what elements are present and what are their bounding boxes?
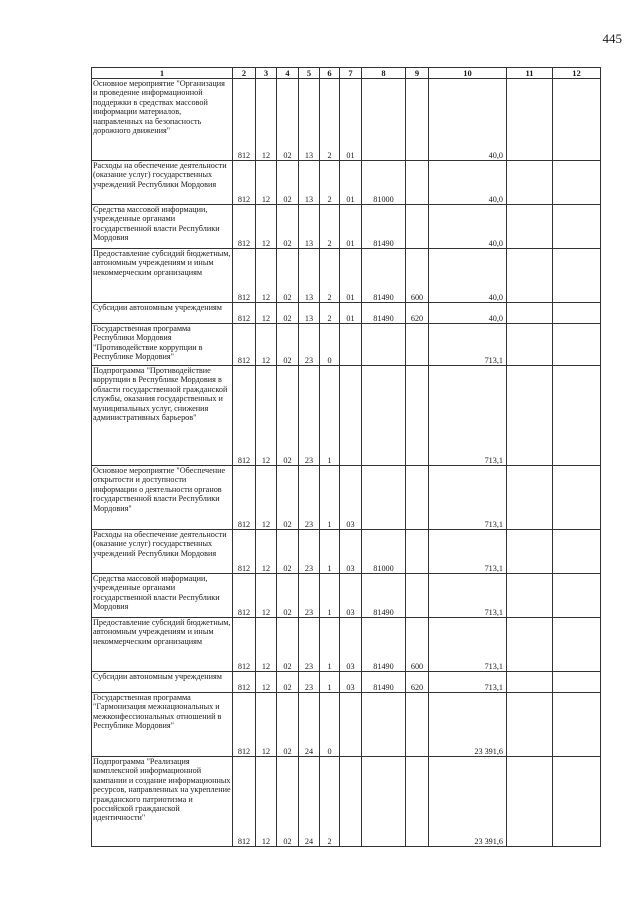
- row-label-cell: Подпрограмма "Противодействие коррупции в Республике Мордовия в области государственной гражданской службы, оказания государственных и муниципальных услуг, снижения административных барьеров": [92, 366, 233, 466]
- row-value-cell: 12: [256, 161, 277, 205]
- row-value-cell: [553, 574, 601, 618]
- row-value-cell: [406, 466, 429, 530]
- row-value-cell: [340, 366, 362, 466]
- row-value-cell: 02: [277, 161, 299, 205]
- row-value-cell: [553, 693, 601, 757]
- row-value-cell: 12: [256, 205, 277, 249]
- row-value-cell: 03: [340, 466, 362, 530]
- row-value-cell: [553, 205, 601, 249]
- row-value-cell: [507, 324, 553, 366]
- table-row: [92, 466, 601, 530]
- table-row: [92, 366, 601, 466]
- row-value-cell: 81490: [362, 574, 406, 618]
- row-value-cell: 812: [233, 79, 256, 161]
- column-header: 11: [507, 68, 553, 79]
- row-value-cell: 1: [320, 672, 340, 693]
- row-value-cell: 812: [233, 530, 256, 574]
- row-label-cell: Основное мероприятие "Обеспечение открытости и доступности информации о деятельности органов государственной власти Республики Мордовия": [92, 466, 233, 530]
- row-value-cell: 600: [406, 618, 429, 672]
- row-value-cell: [553, 757, 601, 847]
- row-value-cell: 600: [406, 249, 429, 303]
- row-value-cell: 2: [320, 303, 340, 324]
- row-value-cell: [553, 618, 601, 672]
- row-value-cell: [507, 672, 553, 693]
- row-value-cell: 02: [277, 366, 299, 466]
- row-value-cell: 812: [233, 574, 256, 618]
- row-value-cell: 12: [256, 574, 277, 618]
- row-value-cell: [507, 693, 553, 757]
- row-value-cell: 812: [233, 161, 256, 205]
- row-value-cell: 01: [340, 249, 362, 303]
- row-value-cell: 01: [340, 205, 362, 249]
- row-value-cell: 12: [256, 324, 277, 366]
- row-value-cell: 12: [256, 530, 277, 574]
- row-value-cell: [507, 618, 553, 672]
- row-value-cell: 12: [256, 672, 277, 693]
- row-value-cell: 13: [299, 161, 320, 205]
- row-value-cell: 02: [277, 205, 299, 249]
- row-value-cell: 1: [320, 530, 340, 574]
- row-value-cell: 13: [299, 249, 320, 303]
- row-value-cell: 03: [340, 574, 362, 618]
- table-row: [92, 530, 601, 574]
- budget-table: [91, 67, 601, 847]
- row-value-cell: 1: [320, 574, 340, 618]
- table-header: [92, 68, 601, 79]
- row-value-cell: 812: [233, 205, 256, 249]
- row-value-cell: [553, 530, 601, 574]
- row-value-cell: 81490: [362, 618, 406, 672]
- row-value-cell: [406, 693, 429, 757]
- row-label-cell: Расходы на обеспечение деятельности (оказание услуг) государственных учреждений Республики Мордовия: [92, 530, 233, 574]
- row-value-cell: [553, 303, 601, 324]
- row-value-cell: 12: [256, 303, 277, 324]
- row-value-cell: [362, 79, 406, 161]
- column-header: 10: [429, 68, 507, 79]
- row-value-cell: [406, 530, 429, 574]
- column-header: 12: [553, 68, 601, 79]
- row-value-cell: 40,0: [429, 205, 507, 249]
- row-label-cell: Государственная программа "Гармонизация межнациональных и межконфессиональных отношений в Республике Мордовия": [92, 693, 233, 757]
- row-value-cell: [507, 249, 553, 303]
- row-value-cell: 23: [299, 366, 320, 466]
- column-header: 9: [406, 68, 429, 79]
- row-value-cell: 1: [320, 466, 340, 530]
- table-row: [92, 618, 601, 672]
- row-value-cell: [507, 466, 553, 530]
- row-value-cell: 81000: [362, 530, 406, 574]
- row-value-cell: [406, 366, 429, 466]
- row-value-cell: [406, 205, 429, 249]
- row-value-cell: [553, 466, 601, 530]
- column-header: 6: [320, 68, 340, 79]
- row-value-cell: [340, 693, 362, 757]
- row-value-cell: 03: [340, 530, 362, 574]
- row-label-cell: Средства массовой информации, учрежденные органами государственной власти Республики Мордовия: [92, 205, 233, 249]
- row-value-cell: [507, 161, 553, 205]
- row-value-cell: [340, 757, 362, 847]
- row-value-cell: 03: [340, 672, 362, 693]
- row-value-cell: [406, 574, 429, 618]
- row-value-cell: 2: [320, 79, 340, 161]
- row-value-cell: 40,0: [429, 161, 507, 205]
- row-value-cell: 12: [256, 466, 277, 530]
- column-header: 2: [233, 68, 256, 79]
- row-value-cell: 1: [320, 618, 340, 672]
- row-value-cell: 2: [320, 757, 340, 847]
- row-value-cell: 812: [233, 693, 256, 757]
- row-value-cell: [507, 757, 553, 847]
- row-label-cell: Средства массовой информации, учрежденные органами государственной власти Республики Мордовия: [92, 574, 233, 618]
- row-value-cell: 2: [320, 161, 340, 205]
- row-value-cell: 12: [256, 79, 277, 161]
- table-row: [92, 249, 601, 303]
- page-number: 445: [602, 31, 622, 46]
- row-value-cell: 02: [277, 672, 299, 693]
- row-value-cell: 01: [340, 79, 362, 161]
- row-value-cell: 12: [256, 757, 277, 847]
- table-row: [92, 161, 601, 205]
- row-value-cell: 02: [277, 303, 299, 324]
- row-value-cell: 2: [320, 205, 340, 249]
- row-label-cell: Основное мероприятие "Организация и проведение информационной поддержки в средствах массовой информации материалов, направленных на безопасность дорожного движения": [92, 79, 233, 161]
- column-header: 1: [92, 68, 233, 79]
- row-value-cell: 81490: [362, 672, 406, 693]
- row-value-cell: [406, 324, 429, 366]
- table-row: [92, 574, 601, 618]
- row-value-cell: 02: [277, 466, 299, 530]
- table-row: [92, 205, 601, 249]
- row-value-cell: 23: [299, 324, 320, 366]
- row-value-cell: 02: [277, 324, 299, 366]
- row-value-cell: [553, 366, 601, 466]
- row-value-cell: [406, 757, 429, 847]
- row-label-cell: Субсидии автономным учреждениям: [92, 672, 233, 693]
- row-value-cell: 713,1: [429, 530, 507, 574]
- row-value-cell: 0: [320, 324, 340, 366]
- row-value-cell: 23 391,6: [429, 757, 507, 847]
- row-value-cell: 713,1: [429, 574, 507, 618]
- row-value-cell: 81490: [362, 249, 406, 303]
- row-value-cell: 02: [277, 618, 299, 672]
- row-value-cell: 24: [299, 693, 320, 757]
- row-value-cell: [553, 672, 601, 693]
- table-row: [92, 693, 601, 757]
- row-value-cell: [406, 161, 429, 205]
- row-value-cell: 713,1: [429, 324, 507, 366]
- row-value-cell: 01: [340, 161, 362, 205]
- row-value-cell: 812: [233, 618, 256, 672]
- row-value-cell: 23: [299, 574, 320, 618]
- row-value-cell: 81000: [362, 161, 406, 205]
- row-value-cell: 40,0: [429, 79, 507, 161]
- row-value-cell: [362, 466, 406, 530]
- row-value-cell: 02: [277, 249, 299, 303]
- row-value-cell: 02: [277, 530, 299, 574]
- row-value-cell: 23 391,6: [429, 693, 507, 757]
- row-value-cell: 24: [299, 757, 320, 847]
- row-label-cell: Предоставление субсидий бюджетным, автономным учреждениям и иным некоммерческим организациям: [92, 618, 233, 672]
- table-row: [92, 672, 601, 693]
- row-value-cell: 81490: [362, 303, 406, 324]
- row-label-cell: Субсидии автономным учреждениям: [92, 303, 233, 324]
- row-value-cell: 01: [340, 303, 362, 324]
- row-value-cell: 02: [277, 693, 299, 757]
- row-value-cell: 2: [320, 249, 340, 303]
- row-value-cell: 23: [299, 672, 320, 693]
- row-value-cell: 12: [256, 693, 277, 757]
- row-value-cell: 713,1: [429, 466, 507, 530]
- row-value-cell: [553, 161, 601, 205]
- column-header: 7: [340, 68, 362, 79]
- row-value-cell: 02: [277, 574, 299, 618]
- row-value-cell: [507, 303, 553, 324]
- row-value-cell: 12: [256, 366, 277, 466]
- column-header: 8: [362, 68, 406, 79]
- column-header: 5: [299, 68, 320, 79]
- row-value-cell: 23: [299, 618, 320, 672]
- row-value-cell: [553, 324, 601, 366]
- row-value-cell: 13: [299, 205, 320, 249]
- row-value-cell: [362, 366, 406, 466]
- row-value-cell: 13: [299, 79, 320, 161]
- row-value-cell: [553, 249, 601, 303]
- row-value-cell: [507, 530, 553, 574]
- row-value-cell: 713,1: [429, 672, 507, 693]
- row-value-cell: [362, 757, 406, 847]
- row-value-cell: 13: [299, 303, 320, 324]
- row-value-cell: 812: [233, 249, 256, 303]
- row-value-cell: 02: [277, 79, 299, 161]
- table-body: [92, 79, 601, 847]
- row-value-cell: 03: [340, 618, 362, 672]
- column-header: 3: [256, 68, 277, 79]
- row-value-cell: [340, 324, 362, 366]
- row-value-cell: 713,1: [429, 366, 507, 466]
- row-label-cell: Расходы на обеспечение деятельности (оказание услуг) государственных учреждений Республики Мордовия: [92, 161, 233, 205]
- row-value-cell: 812: [233, 757, 256, 847]
- table-row: [92, 757, 601, 847]
- table-row: [92, 324, 601, 366]
- row-label-cell: Государственная программа Республики Мордовия "Противодействие коррупции в Республике Мордовия": [92, 324, 233, 366]
- row-value-cell: 40,0: [429, 249, 507, 303]
- row-value-cell: [362, 693, 406, 757]
- row-value-cell: [553, 79, 601, 161]
- column-header: 4: [277, 68, 299, 79]
- row-value-cell: 0: [320, 693, 340, 757]
- row-value-cell: 1: [320, 366, 340, 466]
- table-row: [92, 79, 601, 161]
- row-value-cell: [362, 324, 406, 366]
- table-row: [92, 303, 601, 324]
- row-value-cell: 812: [233, 324, 256, 366]
- row-value-cell: 620: [406, 672, 429, 693]
- row-value-cell: 40,0: [429, 303, 507, 324]
- row-value-cell: 12: [256, 618, 277, 672]
- row-value-cell: 812: [233, 303, 256, 324]
- row-value-cell: [507, 574, 553, 618]
- row-value-cell: [507, 79, 553, 161]
- row-value-cell: 23: [299, 466, 320, 530]
- row-value-cell: 23: [299, 530, 320, 574]
- row-value-cell: [507, 366, 553, 466]
- header-row: [92, 68, 601, 79]
- row-value-cell: [406, 79, 429, 161]
- row-value-cell: 12: [256, 249, 277, 303]
- row-value-cell: 812: [233, 366, 256, 466]
- row-label-cell: Подпрограмма "Реализация комплексной информационной кампании и создание информационных ресурсов, направленных на укрепление гражданского патриотизма и российской гражданской идентичности": [92, 757, 233, 847]
- row-value-cell: 812: [233, 672, 256, 693]
- row-value-cell: 81490: [362, 205, 406, 249]
- row-value-cell: [507, 205, 553, 249]
- row-value-cell: 02: [277, 757, 299, 847]
- row-value-cell: 620: [406, 303, 429, 324]
- row-value-cell: 713,1: [429, 618, 507, 672]
- row-value-cell: 812: [233, 466, 256, 530]
- row-label-cell: Предоставление субсидий бюджетным, автономным учреждениям и иным некоммерческим организациям: [92, 249, 233, 303]
